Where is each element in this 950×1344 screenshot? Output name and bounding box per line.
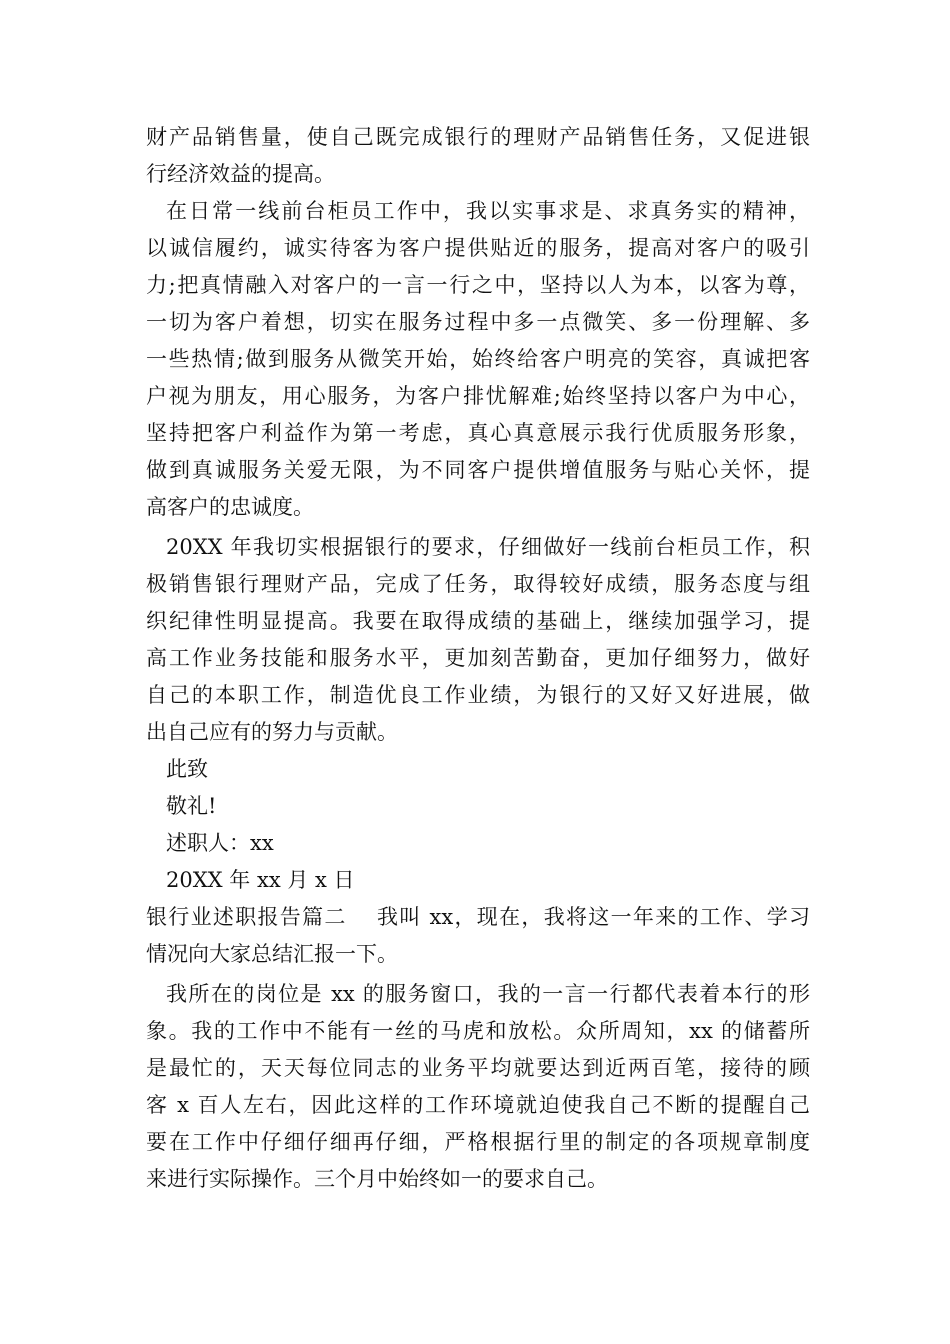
text-line-16: 自己的本职工作，制造优良工作业绩，为银行的又好又好进展，做 — [146, 683, 810, 707]
text-line-17: 出自己应有的努力与贡献。 — [146, 720, 398, 744]
text-line-13: 极销售银行理财产品，完成了任务，取得较好成绩，服务态度与组 — [146, 572, 810, 596]
text-line-7: 一些热情;做到服务从微笑开始，始终给客户明亮的笑容，真诚把客 — [146, 347, 810, 371]
text-line-2: 行经济效益的提高。 — [146, 162, 335, 186]
section-two-heading-line: 银行业述职报告篇二 我叫 xx，现在，我将这一年来的工作、学习 — [146, 905, 810, 929]
text-line-8: 户视为朋友，用心服务，为客户排忧解难;始终坚持以客户为中心， — [146, 384, 810, 408]
text-line-6: 一切为客户着想，切实在服务过程中多一点微笑、多一份理解、多 — [146, 310, 810, 334]
text-line-15: 高工作业务技能和服务水平，更加刻苦勤奋，更加仔细努力，做好 — [146, 646, 810, 670]
text-line-28: 要在工作中仔细仔细再仔细，严格根据行里的制定的各项规章制度 — [146, 1130, 810, 1154]
reporter-signature: 述职人：xx — [166, 831, 274, 855]
text-line-3: 在日常一线前台柜员工作中，我以实事求是、求真务实的精神， — [166, 199, 810, 223]
text-line-27: 客 x 百人左右，因此这样的工作环境就迫使我自己不断的提醒自己 — [146, 1093, 810, 1117]
report-date: 20XX 年 xx 月 x 日 — [166, 868, 355, 892]
text-line-5: 力;把真情融入对客户的一言一行之中，坚持以人为本，以客为尊， — [146, 273, 810, 297]
text-line-29: 来进行实际操作。三个月中始终如一的要求自己。 — [146, 1167, 608, 1191]
text-line-14: 织纪律性明显提高。我要在取得成绩的基础上，继续加强学习，提 — [146, 609, 810, 633]
text-line-9: 坚持把客户利益作为第一考虑，真心真意展示我行优质服务形象， — [146, 421, 810, 445]
text-line-4: 以诚信履约，诚实待客为客户提供贴近的服务，提高对客户的吸引 — [146, 236, 810, 260]
text-line-10: 做到真诚服务关爱无限，为不同客户提供增值服务与贴心关怀，提 — [146, 458, 810, 482]
text-line-12: 20XX 年我切实根据银行的要求，仔细做好一线前台柜员工作，积 — [166, 535, 810, 559]
closing-salutation: 此致 — [166, 757, 208, 781]
text-line-24: 我所在的岗位是 xx 的服务窗口，我的一言一行都代表着本行的形 — [166, 982, 810, 1006]
text-line-26: 是最忙的，天天每位同志的业务平均就要达到近两百笔，接待的顾 — [146, 1056, 810, 1080]
closing-regards: 敬礼! — [166, 794, 217, 818]
text-line-23: 情况向大家总结汇报一下。 — [146, 942, 398, 966]
text-line-25: 象。我的工作中不能有一丝的马虎和放松。众所周知，xx 的储蓄所 — [146, 1019, 810, 1043]
text-line-1: 财产品销售量，使自己既完成银行的理财产品销售任务，又促进银 — [146, 125, 810, 149]
text-line-11: 高客户的忠诚度。 — [146, 495, 314, 519]
